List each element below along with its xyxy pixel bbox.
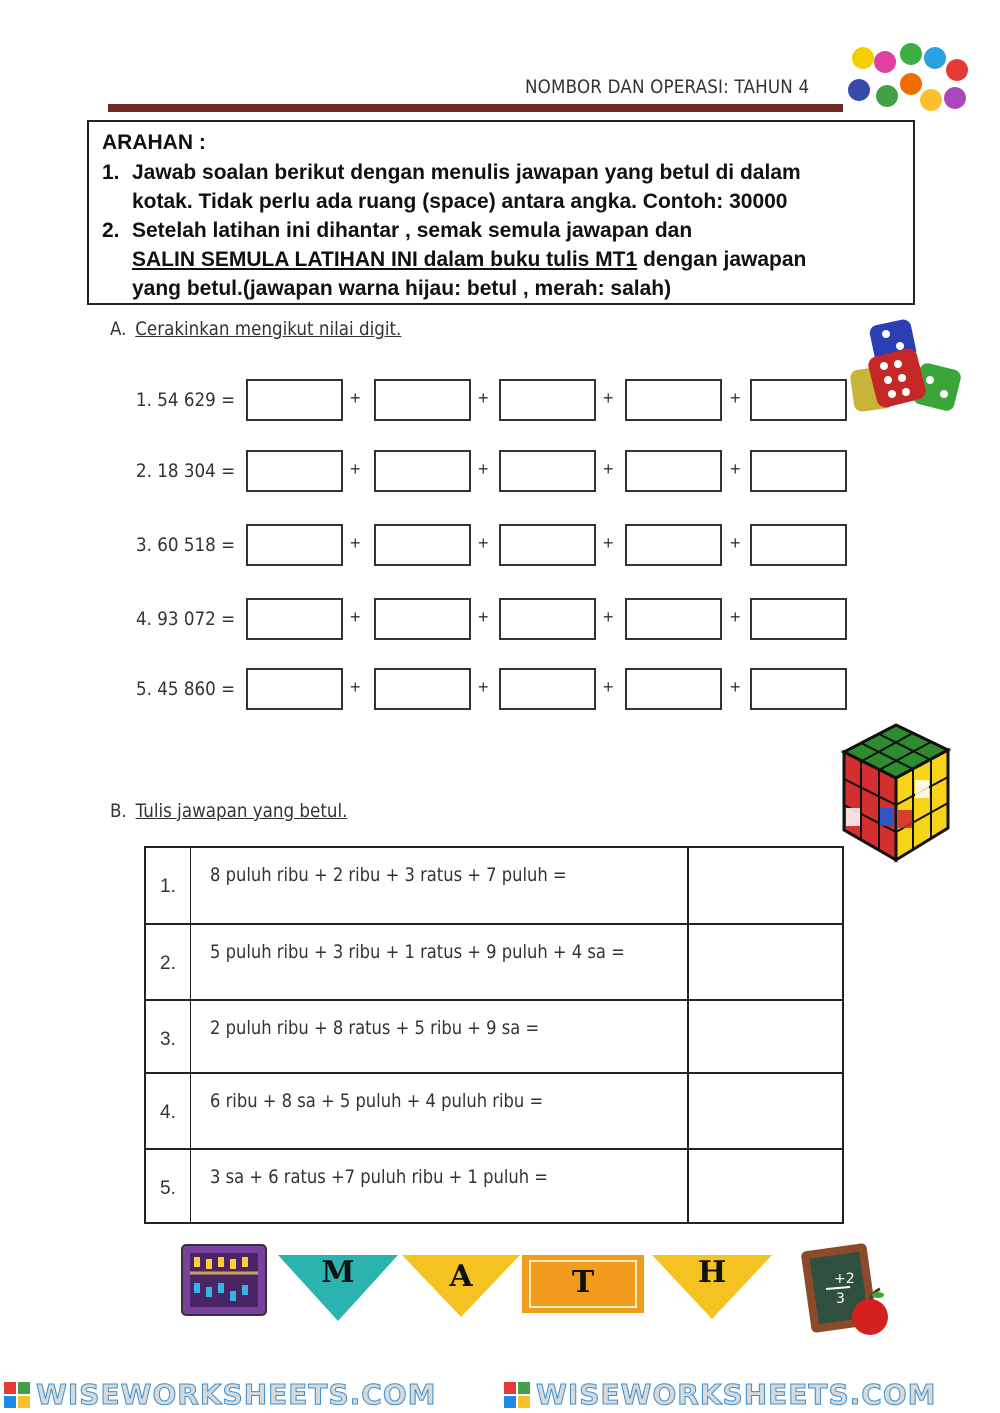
plus-sign: + (730, 459, 741, 479)
answer-box-hundreds[interactable] (499, 598, 596, 640)
answer-cell[interactable] (689, 848, 842, 923)
row-question: 5 puluh ribu + 3 ribu + 1 ratus + 9 puluh + 4 sa = (210, 941, 625, 963)
instruction-number: 2. (102, 219, 120, 242)
banner-letter: A (449, 1259, 473, 1294)
answer-box-tens[interactable] (625, 524, 722, 566)
answer-box-hundreds[interactable] (499, 668, 596, 710)
instruction-number: 1. (102, 161, 120, 184)
banner-flag-t (522, 1253, 644, 1315)
answer-box-tens[interactable] (625, 668, 722, 710)
answer-box-hundreds[interactable] (499, 450, 596, 492)
plus-sign: + (730, 677, 741, 697)
table-row (146, 848, 842, 925)
plus-sign: + (478, 388, 489, 408)
plus-sign: + (478, 459, 489, 479)
section-b-heading (110, 800, 347, 822)
answer-box-thousands[interactable] (374, 668, 471, 710)
row-question: 8 puluh ribu + 2 ribu + 3 ratus + 7 puluh = (210, 864, 567, 886)
section-b-title: Tulis jawapan yang betul. (135, 800, 348, 822)
answer-box-ten-thousands[interactable] (246, 598, 343, 640)
plus-sign: + (603, 677, 614, 697)
instruction-text: dengan jawapan (637, 248, 807, 271)
question-label: 5. 45 860 = (136, 678, 236, 700)
answer-box-thousands[interactable] (374, 598, 471, 640)
answer-box-ten-thousands[interactable] (246, 450, 343, 492)
answer-box-tens[interactable] (625, 379, 722, 421)
instruction-line: Setelah latihan ini dihantar , semak semula jawapan dan (132, 219, 693, 242)
answer-box-ten-thousands[interactable] (246, 668, 343, 710)
answer-box-hundreds[interactable] (499, 379, 596, 421)
answer-box-ones[interactable] (750, 379, 847, 421)
plus-sign: + (603, 459, 614, 479)
answer-cell[interactable] (689, 1001, 842, 1072)
answer-cell[interactable] (689, 1150, 842, 1222)
chalkboard-line-1: +2 (834, 1271, 855, 1287)
plus-sign: + (478, 607, 489, 627)
banner-letter: M (321, 1255, 355, 1290)
brand-logo-icon (504, 1382, 530, 1408)
number-balloons-icon (845, 40, 975, 120)
chalkboard-line-2: 3 (836, 1291, 845, 1307)
answer-box-ones[interactable] (750, 668, 847, 710)
answer-box-ten-thousands[interactable] (246, 379, 343, 421)
plus-sign: + (730, 607, 741, 627)
instruction-line: Jawab soalan berikut dengan menulis jawapan yang betul di dalam (132, 161, 801, 184)
section-b-table (144, 846, 844, 1224)
banner-letter: H (697, 1255, 727, 1290)
table-row (146, 1074, 842, 1150)
rubiks-cube-icon (838, 720, 953, 865)
table-row (146, 1150, 842, 1222)
question-label: 3. 60 518 = (136, 534, 236, 556)
worksheet-topic-title: NOMBOR DAN OPERASI: TAHUN 4 (525, 76, 810, 98)
instruction-line: yang betul.(jawapan warna hijau: betul , merah: salah) (132, 277, 672, 300)
question-label: 1. 54 629 = (136, 389, 236, 411)
row-number: 2. (160, 953, 176, 974)
answer-box-ones[interactable] (750, 598, 847, 640)
answer-box-thousands[interactable] (374, 379, 471, 421)
row-question: 2 puluh ribu + 8 ratus + 5 ribu + 9 sa = (210, 1017, 540, 1039)
plus-sign: + (478, 677, 489, 697)
answer-box-hundreds[interactable] (499, 524, 596, 566)
section-a-letter: A. (110, 318, 127, 340)
plus-sign: + (730, 533, 741, 553)
answer-box-ones[interactable] (750, 524, 847, 566)
instructions-box (87, 120, 915, 305)
instruction-line: kotak. Tidak perlu ada ruang (space) antara angka. Contoh: 30000 (132, 190, 788, 213)
section-a-title: Cerakinkan mengikut nilai digit. (135, 318, 402, 340)
row-number: 4. (160, 1102, 176, 1123)
instruction-line (132, 245, 902, 274)
plus-sign: + (478, 533, 489, 553)
row-number: 3. (160, 1029, 176, 1050)
footer-brand-text: WISEWORKSHEETS.COM (536, 1378, 937, 1411)
table-row (146, 1001, 842, 1074)
answer-box-tens[interactable] (625, 450, 722, 492)
dice-icon (850, 318, 965, 428)
row-question: 3 sa + 6 ratus +7 puluh ribu + 1 puluh = (210, 1166, 548, 1188)
answer-cell[interactable] (689, 1074, 842, 1148)
instructions-title: ARAHAN : (102, 131, 206, 154)
plus-sign: + (350, 388, 361, 408)
section-a-heading (110, 318, 401, 340)
banner-flag-a (402, 1253, 520, 1319)
answer-box-thousands[interactable] (374, 450, 471, 492)
question-label: 2. 18 304 = (136, 460, 236, 482)
plus-sign: + (350, 607, 361, 627)
footer-brand-text: WISEWORKSHEETS.COM (36, 1378, 437, 1411)
header-divider (108, 104, 843, 112)
answer-box-ones[interactable] (750, 450, 847, 492)
answer-box-tens[interactable] (625, 598, 722, 640)
instruction-emphasis: SALIN SEMULA LATIHAN INI dalam buku tulis MT1 (132, 248, 638, 271)
plus-sign: + (350, 677, 361, 697)
plus-sign: + (603, 388, 614, 408)
row-number: 5. (160, 1178, 176, 1199)
answer-box-thousands[interactable] (374, 524, 471, 566)
answer-cell[interactable] (689, 925, 842, 999)
brand-logo-icon (4, 1382, 30, 1408)
plus-sign: + (350, 533, 361, 553)
plus-sign: + (730, 388, 741, 408)
row-number: 1. (160, 876, 176, 897)
table-row (146, 925, 842, 1001)
answer-box-ten-thousands[interactable] (246, 524, 343, 566)
banner-letter: T (571, 1265, 595, 1300)
section-b-letter: B. (110, 800, 127, 822)
footer-watermark (0, 1376, 1000, 1413)
chalkboard-apple-icon (800, 1243, 896, 1339)
plus-sign: + (603, 607, 614, 627)
plus-sign: + (603, 533, 614, 553)
banner-flag-h (652, 1253, 772, 1321)
abacus-icon (180, 1243, 268, 1317)
plus-sign: + (350, 459, 361, 479)
row-question: 6 ribu + 8 sa + 5 puluh + 4 puluh ribu = (210, 1090, 544, 1112)
banner-flag-m (278, 1253, 398, 1323)
question-label: 4. 93 072 = (136, 608, 236, 630)
